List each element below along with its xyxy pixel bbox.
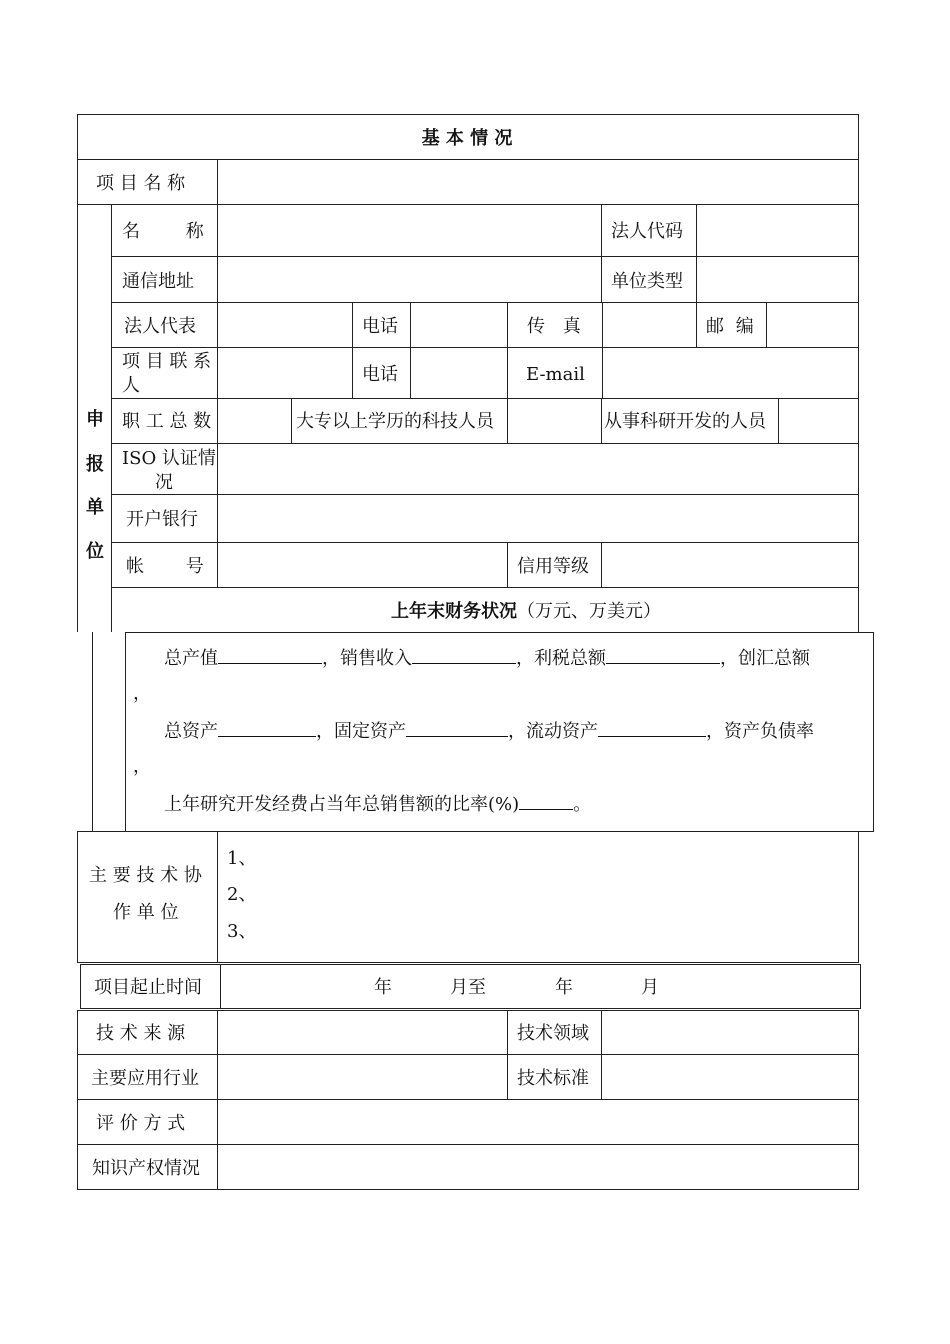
legal-code-label: 法人代码 <box>611 221 683 242</box>
staff-total-field[interactable] <box>218 399 291 443</box>
industry-field[interactable] <box>218 1055 507 1099</box>
staff-total-label: 职 工 总 数 <box>122 411 212 432</box>
credit-label: 信用等级 <box>517 556 589 577</box>
phone-label: 电话 <box>362 316 398 337</box>
partners-label-line1: 主 要 技 术 协 <box>89 865 202 886</box>
finance-comma-2: ， <box>133 756 151 777</box>
finance-comma-1: ， <box>133 683 151 704</box>
side-char-1: 申 <box>86 409 104 430</box>
postcode-field[interactable] <box>767 303 858 347</box>
debt-ratio-field[interactable] <box>146 752 866 778</box>
tech-standard-field[interactable] <box>602 1055 858 1099</box>
address-label: 通信地址 <box>122 271 194 292</box>
sales-label: ，销售收入 <box>322 648 412 669</box>
evaluation-field[interactable] <box>218 1100 858 1144</box>
fixed-assets-label: ，固定资产 <box>316 721 406 742</box>
fax-field[interactable] <box>603 303 696 347</box>
tax-label: ，利税总额 <box>516 648 606 669</box>
partners-field[interactable] <box>256 836 856 958</box>
phone-field[interactable] <box>411 303 507 347</box>
college-staff-field[interactable] <box>508 399 601 443</box>
period-year-1: 年 <box>374 977 392 998</box>
project-name-label: 项 目 名 称 <box>96 173 186 194</box>
forex-label: ，创汇总额 <box>720 648 810 669</box>
unit-name-label: 名 称 <box>122 221 204 242</box>
partner-item-1: 1、 <box>227 848 257 869</box>
iso-label-line1: ISO 认证情 <box>122 448 216 469</box>
unit-type-label: 单位类型 <box>611 271 683 292</box>
side-char-4: 位 <box>86 541 104 562</box>
period-month-1: 月至 <box>450 977 486 998</box>
tech-source-field[interactable] <box>218 1011 507 1054</box>
finance-title-unit: （万元、万美元） <box>517 601 661 622</box>
credit-field[interactable] <box>603 543 858 587</box>
total-output-label: 总产值 <box>164 648 218 669</box>
sales-field[interactable] <box>412 647 516 664</box>
evaluation-label: 评 价 方 式 <box>96 1113 186 1134</box>
debt-ratio-label: ，资产负债率 <box>706 721 814 742</box>
side-char-2: 报 <box>86 454 104 475</box>
period-field[interactable] <box>222 965 860 1008</box>
finance-title <box>391 602 661 622</box>
period-month-2: 月 <box>641 977 659 998</box>
fixed-assets-field[interactable] <box>406 720 508 737</box>
college-staff-label: 大专以上学历的科技人员 <box>296 411 494 432</box>
finance-line-3 <box>164 793 591 815</box>
account-label: 帐 号 <box>126 556 204 577</box>
bank-label: 开户银行 <box>126 509 198 530</box>
email-label: E-mail <box>526 364 585 385</box>
industry-label: 主要应用行业 <box>91 1068 199 1089</box>
partner-item-3: 3、 <box>227 921 257 942</box>
legal-rep-field[interactable] <box>218 303 352 347</box>
total-assets-field[interactable] <box>218 720 316 737</box>
contact-label-line2: 人 <box>122 375 140 396</box>
current-assets-label: ，流动资产 <box>508 721 598 742</box>
fax-label: 传 真 <box>527 316 581 337</box>
tech-field-label: 技术领域 <box>517 1023 589 1044</box>
total-assets-label: 总资产 <box>164 721 218 742</box>
account-field[interactable] <box>218 543 507 587</box>
ip-label: 知识产权情况 <box>92 1158 200 1179</box>
contact-field[interactable] <box>218 348 352 398</box>
rd-ratio-period: 。 <box>573 794 592 815</box>
forex-field[interactable] <box>146 680 866 706</box>
partner-item-2: 2、 <box>227 884 257 905</box>
rd-staff-field[interactable] <box>779 399 858 443</box>
unit-type-field[interactable] <box>697 257 858 302</box>
finance-line-1 <box>164 647 810 669</box>
current-assets-field[interactable] <box>598 720 706 737</box>
email-field[interactable] <box>603 348 858 398</box>
legal-code-field[interactable] <box>697 205 858 256</box>
side-char-3: 单 <box>86 497 104 518</box>
unit-name-field[interactable] <box>218 205 600 256</box>
basic-info-title: 基 本 情 况 <box>421 128 513 149</box>
finance-line-2 <box>164 720 814 742</box>
finance-title-main: 上年末财务状况 <box>391 601 517 622</box>
tech-field-field[interactable] <box>602 1011 858 1054</box>
contact-label-line1: 项 目 联 系 <box>122 351 212 372</box>
iso-field[interactable] <box>218 444 858 494</box>
tech-source-label: 技 术 来 源 <box>96 1023 186 1044</box>
iso-label-line2: 况 <box>155 472 173 493</box>
legal-rep-label: 法人代表 <box>124 316 196 337</box>
postcode-label: 邮 编 <box>706 316 754 337</box>
phone2-label: 电话 <box>362 364 398 385</box>
project-name-field[interactable] <box>218 160 858 204</box>
tech-standard-label: 技术标准 <box>517 1068 589 1089</box>
total-output-field[interactable] <box>218 647 322 664</box>
phone2-field[interactable] <box>411 348 507 398</box>
rd-staff-label: 从事科研开发的人员 <box>604 411 766 432</box>
tax-field[interactable] <box>606 647 720 664</box>
period-year-2: 年 <box>555 977 573 998</box>
rd-ratio-label: 上年研究开发经费占当年总销售额的比率(%) <box>164 794 520 815</box>
period-label: 项目起止时间 <box>94 977 202 998</box>
partners-label-line2: 作 单 位 <box>113 902 179 923</box>
ip-field[interactable] <box>218 1145 858 1189</box>
bank-field[interactable] <box>218 495 858 542</box>
address-field[interactable] <box>218 257 600 302</box>
rd-ratio-field[interactable] <box>519 793 573 810</box>
